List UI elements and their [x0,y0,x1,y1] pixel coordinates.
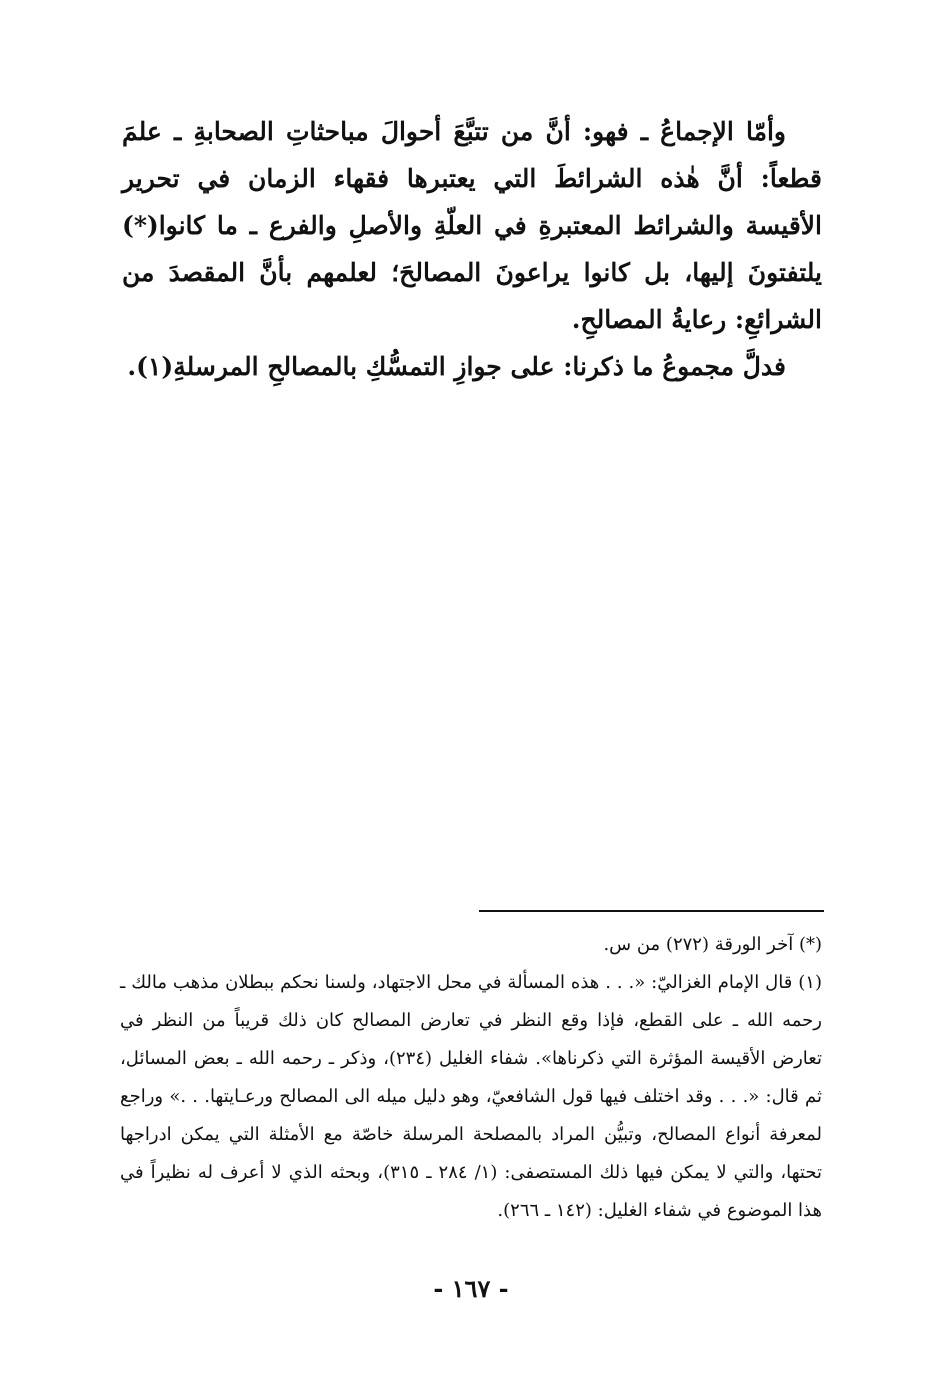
footnote-asterisk: (*) آخر الورقة (٢٧٢) من س. [603,934,822,955]
footnote-separator-line [479,910,824,912]
main-paragraph-ijma: وأمّا الإجماعُ ـ فهو: أنَّ من تتبَّعَ أحوالَ مباحثاتِ الصحابةِ ـ علمَ قطعاً: أنَّ هٰذه الشرائطَ التي يعتبرها فقهاء الزمان في تحرير الأقيسة والشرائط المعتبرةِ في العلّةِ والأصلِ والفرع ـ ما كانوا(*) يلتفتونَ إليها، بل كانوا يراعونَ المصالحَ؛ لعلمهم بأنَّ المقصدَ من الشرائعِ: رعايةُ المصالحِ. [122,117,822,334]
footnotes-section [120,926,822,1230]
main-body-text [122,108,822,390]
page-number: - ١٦٧ - [433,1274,509,1303]
main-paragraph-conclusion: فدلَّ مجموعُ ما ذكرنا: على جوازِ التمسُّكِ بالمصالحِ المرسلةِ(١). [127,352,786,381]
footnote-1: (١) قال الإمام الغزاليّ: «. . . هذه المسألة في محل الاجتهاد، ولسنا نحكم ببطلان مذهب مالك ـ رحمه الله ـ على القطع، فإذا وقع النظر في تعارض المصالح كان ذلك قريباً من النظر في تعارض الأقيسة المؤثرة التي ذكرناها». شفاء الغليل (٢٣٤)، وذكر ـ رحمه الله ـ بعض المسائل، ثم قال: «. . . وقد اختلف فيها قول الشافعيّ، وهو دليل ميله الى المصالح ورعـايتها. . .» وراجع لمعرفة أنواع المصالح، وتبيُّن المراد بالمصلحة المرسلة خاصّة مع الأمثلة التي يمكن ادراجها تحتها، والتي لا يمكن فيها ذلك المستصفى: (١/ ٢٨٤ ـ ٣١٥)، وبحثه الذي لا أعرف له نظيراً في هذا الموضوع في شفاء الغليل: (١٤٢ ـ ٢٦٦). [120,972,822,1221]
